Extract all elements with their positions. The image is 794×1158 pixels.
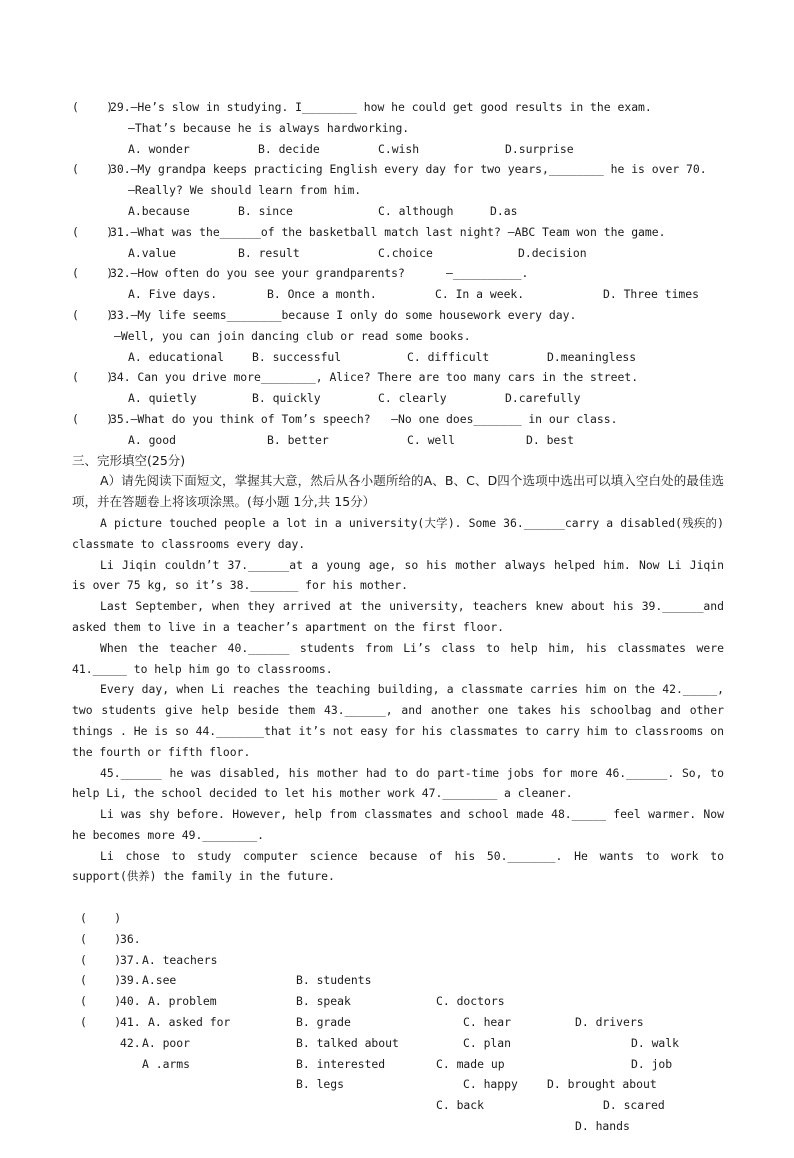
question-continuation: —Well, you can join dancing club or read some books. (114, 328, 471, 343)
question-stem: 30.—My grandpa keeps practicing English every day for two years,________ he is over 70. (110, 162, 707, 177)
option-a: A. good (128, 432, 177, 447)
option-c: C. clearly (378, 391, 447, 406)
option-d: D. best (526, 432, 575, 447)
passage-paragraph: When the teacher 40.______ students from Li’s class to help him, his classmates were 41._____ to help him go to classrooms. (72, 640, 724, 676)
option-c: C. difficult (407, 349, 490, 364)
options-row (72, 139, 724, 160)
question-32 (72, 263, 724, 284)
passage-paragraph: Li was shy before. However, help from classmates and school made 48._____ feel warmer. Now he becomes more 49.________. (72, 807, 724, 842)
question-stem: 31.—What was the______of the basketball match last night? —ABC Team won the game. (110, 224, 666, 239)
exam-page (72, 97, 724, 1134)
option-d: D. job (631, 1056, 673, 1071)
option-a: A. wonder (128, 141, 190, 156)
option-b: B. successful (252, 349, 342, 364)
options-row (72, 347, 724, 368)
answer-paren: ( ) (80, 1015, 122, 1030)
question-number: 39. (120, 973, 141, 988)
answer-paren: ( ) (72, 266, 114, 281)
question-stem: 34. Can you drive more________, Alice? There are too many cars in the street. (110, 370, 639, 385)
options-row (72, 243, 724, 264)
section-instruction: A）请先阅读下面短文，掌握其大意，然后从各小题所给的A、B、C、D四个选项中选出可以填入空白处的最佳选项，并在答题卷上将该项涂黑。(每小题 1分,共 15分） (72, 473, 724, 510)
option-c: C. plan (463, 1035, 512, 1050)
option-c: C. doctors (436, 994, 505, 1009)
option-b: B. interested (296, 1056, 386, 1071)
answer-paren: ( ) (80, 952, 122, 967)
options-row (72, 430, 724, 451)
option-a: A. educational (128, 349, 225, 364)
question-number: 41. (120, 1015, 141, 1030)
options-row (72, 388, 724, 409)
option-d: D. scared (603, 1098, 665, 1113)
answer-paren: ( ) (72, 307, 114, 322)
question-number: 37. (120, 952, 141, 967)
option-b: B. legs (296, 1077, 345, 1092)
question-stem: 33.—My life seems________because I only do some housework every day. (110, 307, 577, 322)
option-d: D. walk (631, 1035, 680, 1050)
question-stem: 32.—How often do you see your grandparents? —__________. (110, 266, 529, 281)
option-d: D. drivers (575, 1015, 644, 1030)
option-a: A.value (128, 245, 177, 260)
passage-paragraph: Li chose to study computer science because of his 50._______. He wants to work to support(供养) the family in the future. (72, 848, 724, 884)
answer-paren: ( ) (72, 411, 114, 426)
option-c: C. hear (463, 1015, 512, 1030)
option-a: A. quietly (128, 391, 197, 406)
option-a: A. Five days. (128, 287, 218, 302)
option-a: A. poor (142, 1035, 191, 1050)
option-a: A. asked for (148, 1015, 231, 1030)
option-b: B. speak (296, 994, 351, 1009)
option-c: C. happy (463, 1077, 518, 1092)
option-c: C. back (436, 1098, 485, 1113)
option-c: C. well (407, 432, 456, 447)
option-b: B. result (238, 245, 300, 260)
option-c: C. In a week. (435, 287, 525, 302)
option-b: B. grade (296, 1015, 351, 1030)
question-continuation: —Really? We should learn from him. (128, 183, 362, 198)
question-31 (72, 222, 724, 243)
option-a: A. problem (148, 994, 217, 1009)
option-b: B. since (238, 203, 293, 218)
option-b: B. talked about (296, 1035, 399, 1050)
option-a: A.because (128, 203, 190, 218)
option-d: D.meaningless (547, 349, 637, 364)
option-d: D.carefully (505, 391, 581, 406)
option-b: B. decide (258, 141, 320, 156)
passage-paragraph: Last September, when they arrived at the university, teachers knew about his 39.______and asked them to live in a teacher’s apartment on the first floor. (72, 599, 724, 634)
option-a: A .arms (142, 1056, 191, 1071)
option-a: A.see (142, 973, 177, 988)
question-number: 36. (120, 931, 141, 946)
answer-paren: ( ) (72, 224, 114, 239)
question-stem: 35.—What do you think of Tom’s speech? —No one does_______ in our class. (110, 411, 618, 426)
question-continuation: —That’s because he is always hardworking. (128, 120, 410, 135)
answer-paren: ( ) (80, 931, 122, 946)
option-c: C. although (378, 203, 454, 218)
question-29 (72, 97, 724, 118)
option-c: C.choice (378, 245, 433, 260)
answer-paren: ( ) (80, 994, 122, 1009)
option-d: D.as (490, 203, 518, 218)
option-a: A. teachers (142, 952, 218, 967)
passage-paragraph: 45.______ he was disabled, his mother had to do part-time jobs for more 46.______. So, to help Li, the school decided to let his mother work 47.________ a cleaner. (72, 765, 724, 801)
question-35 (72, 409, 724, 430)
passage-paragraph: Every day, when Li reaches the teaching building, a classmate carries him on the 42._____, two students give help beside them 43.______, and another one takes his schoolbag and other things . He is so 44._______that it’s not easy for his classmates to carry him to classrooms on the fourth or fifth floor. (72, 682, 724, 759)
passage-paragraph: A picture touched people a lot in a university(大学). Some 36.______carry a disabled(残疾的) classmate to classrooms every day. (72, 515, 724, 551)
options-row (72, 201, 724, 222)
option-d: D. Three times (603, 287, 700, 302)
answer-paren: ( ) (72, 370, 114, 385)
question-30 (72, 159, 724, 180)
option-c: C. made up (436, 1056, 505, 1071)
answer-paren: ( ) (80, 911, 122, 926)
option-c: C.wish (378, 141, 420, 156)
option-d: D.surprise (505, 141, 574, 156)
question-number: 40. (120, 994, 141, 1009)
options-row (72, 284, 724, 305)
option-d: D.decision (518, 245, 587, 260)
option-d: D. hands (575, 1119, 630, 1134)
answer-paren: ( ) (72, 100, 114, 114)
question-34 (72, 367, 724, 388)
section-heading: 三、完形填空(25分) (72, 452, 186, 468)
question-33 (72, 305, 724, 326)
answer-paren: ( ) (72, 162, 114, 177)
option-d: D. brought about (547, 1077, 657, 1092)
answer-paren: ( ) (80, 973, 122, 988)
question-number: 42. (120, 1035, 141, 1050)
question-stem: 29.—He’s slow in studying. I________ how he could get good results in the exam. (110, 100, 652, 114)
option-b: B. students (296, 973, 372, 988)
passage-paragraph: Li Jiqin couldn’t 37.______at a young age, so his mother always helped him. Now Li Jiqin is over 75 kg, so it’s 38._______ for his mother. (72, 557, 724, 593)
option-b: B. quickly (252, 391, 321, 406)
option-b: B. Once a month. (267, 287, 377, 302)
option-b: B. better (267, 432, 329, 447)
